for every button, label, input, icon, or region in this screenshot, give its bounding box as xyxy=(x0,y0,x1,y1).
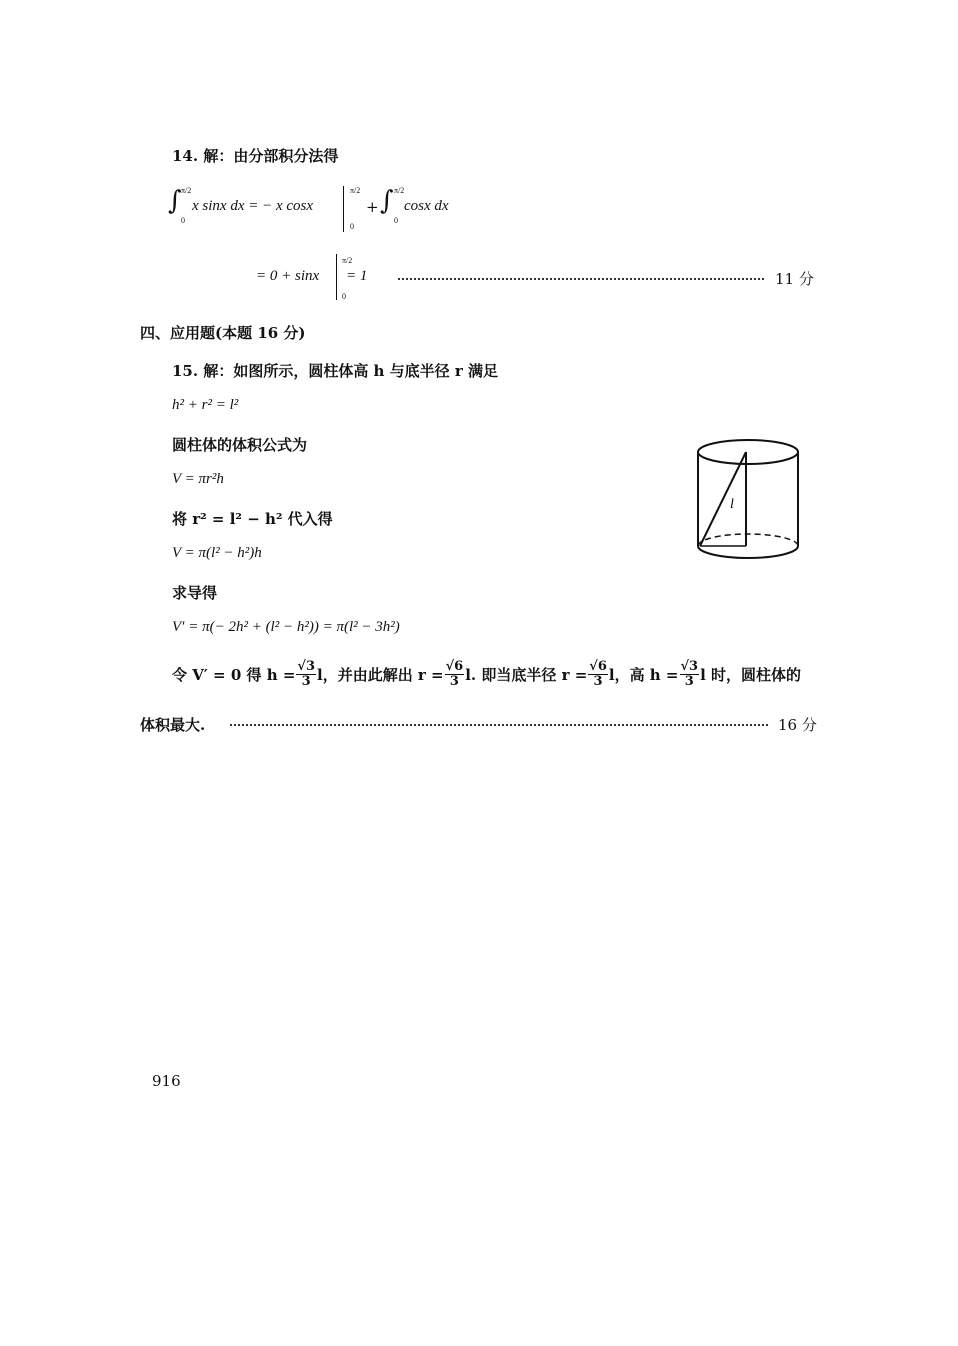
cylinder-top-ellipse xyxy=(698,440,798,464)
q15-score: 16 分 xyxy=(778,716,817,734)
integral2-upper: π/2 xyxy=(394,186,405,195)
cylinder-slant-line xyxy=(700,452,746,546)
q15-eq2: V = πr²h xyxy=(172,471,224,487)
final-d: l，高 h = xyxy=(608,666,679,684)
final-a: 令 V′ = 0 得 h = xyxy=(172,666,296,684)
frac-num: √6 xyxy=(445,659,464,674)
frac-num: √3 xyxy=(680,659,699,674)
q14-label: 14. 解：由分部积分法得 xyxy=(172,147,339,165)
q14-line2-b: = 1 xyxy=(346,268,368,284)
fraction-sqrt3-over-3 xyxy=(296,660,316,689)
q14-plus: + xyxy=(366,198,379,216)
q15-text3: 求导得 xyxy=(172,584,218,602)
integral-upper: π/2 xyxy=(181,186,192,195)
q15-final xyxy=(172,660,801,689)
q15-eq1: h² + r² = l² xyxy=(172,397,239,413)
q15-label: 15. 解：如图所示，圆柱体高 h 与底半径 r 满足 xyxy=(172,362,499,380)
final-c: l. 即当底半径 r = xyxy=(465,666,588,684)
frac-num: √6 xyxy=(589,659,607,674)
eval-bar xyxy=(343,186,344,232)
fraction-sqrt3-over-3-b xyxy=(680,660,700,689)
q14-rhs: cosx dx xyxy=(404,198,449,214)
cylinder-figure xyxy=(690,436,806,564)
final-e: l 时，圆柱体的 xyxy=(700,666,802,684)
frac-den: 3 xyxy=(449,674,459,689)
integral-lower: 0 xyxy=(181,216,185,225)
q15-final-line2: 体积最大. xyxy=(140,716,206,734)
q15-eq4: V′ = π(− 2h² + (l² − h²)) = π(l² − 3h²) xyxy=(172,619,400,635)
frac-num: √3 xyxy=(297,659,315,674)
q14-line2-a: = 0 + sinx xyxy=(256,268,320,284)
eval-bar-2 xyxy=(336,254,337,300)
dotted-leader-2 xyxy=(230,724,768,726)
eval2-lower: 0 xyxy=(342,292,346,301)
integral-sign-2: ∫ xyxy=(380,186,394,216)
q15-text2: 将 r² = l² − h² 代入得 xyxy=(172,510,333,528)
final-b: l，并由此解出 r = xyxy=(317,666,444,684)
dotted-leader xyxy=(398,278,764,280)
fraction-sqrt6-over-3-b xyxy=(588,660,608,689)
q15-eq3: V = π(l² − h²)h xyxy=(172,545,262,561)
integral2-lower: 0 xyxy=(394,216,398,225)
cylinder-bottom-back xyxy=(698,534,798,546)
q15-text1: 圆柱体的体积公式为 xyxy=(172,436,308,454)
figure-label-l: l xyxy=(730,497,734,512)
integral-sign: ∫ xyxy=(168,186,182,216)
eval-lower: 0 xyxy=(350,222,354,231)
section-title: 四、应用题(本题 16 分) xyxy=(140,324,306,342)
q14-lhs: x sinx dx = − x cosx xyxy=(192,198,314,214)
page-number: 916 xyxy=(152,1072,181,1090)
frac-den: 3 xyxy=(684,674,694,689)
eval2-upper: π/2 xyxy=(342,256,353,265)
frac-den: 3 xyxy=(301,674,311,689)
fraction-sqrt6-over-3 xyxy=(445,660,465,689)
q14-score: 11 分 xyxy=(775,270,814,288)
eval-upper: π/2 xyxy=(350,186,361,195)
cylinder-bottom-front xyxy=(698,546,798,558)
frac-den: 3 xyxy=(593,674,603,689)
